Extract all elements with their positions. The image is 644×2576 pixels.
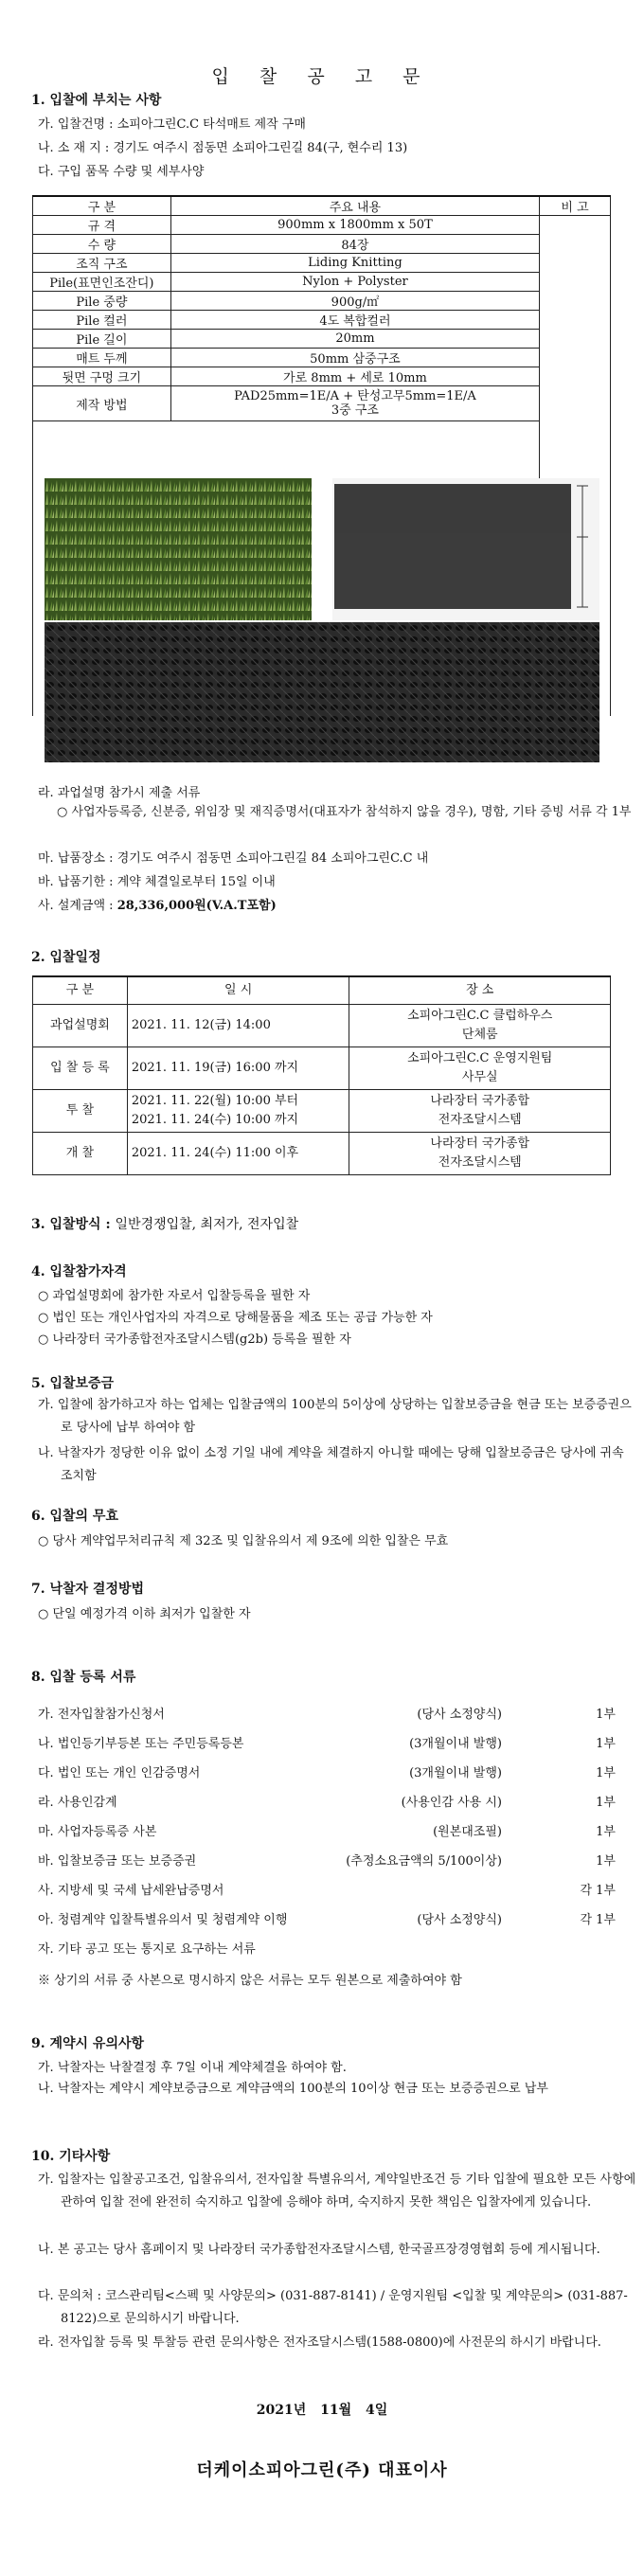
- doc-count: 1부: [596, 1737, 616, 1751]
- section-5-heading: 5. 입찰보증금: [31, 1376, 115, 1391]
- spec-label: 매트 두께: [33, 349, 171, 367]
- list-item: 나. 본 공고는 당사 홈페이지 및 나라장터 국가종합전자조달시스템, 한국골프장경영협회 등에 게시됩니다.: [38, 2243, 600, 2257]
- table-row: [33, 254, 611, 273]
- spec-label: 뒷면 구멍 크기: [33, 367, 171, 386]
- mat-side-image: [332, 478, 599, 620]
- list-item: 나. 낙찰자가 정당한 이유 없이 소정 기일 내에 계약을 체결하지 아니할 때에는 당해 입찰보증금은 당사에 귀속 조치함: [38, 1446, 624, 1483]
- doc-name: 다. 법인 또는 개인 인감증명서: [38, 1766, 201, 1780]
- list-item: [38, 1700, 616, 1729]
- bidding-method: 일반경쟁입찰, 최저가, 전자입찰: [115, 1217, 299, 1232]
- s1-item-ma: 마. 납품장소 : 경기도 여주시 점동면 소피아그린길 84 소피아그린C.C 내: [38, 851, 429, 866]
- spec-value: PAD25mm=1E/A + 탄성고무5mm=1E/A 3중 구조: [170, 386, 539, 421]
- spec-value: Liding Knitting: [170, 254, 539, 273]
- s1-item-ra: 라. 과업설명 참가시 제출 서류: [38, 786, 201, 800]
- section-3-heading: 3. 입찰방식 :: [31, 1217, 116, 1232]
- s1-item-ba: 바. 납품기한 : 계약 체결일로부터 15일 이내: [38, 875, 276, 889]
- spec-header-remark: 비 고: [540, 196, 611, 216]
- grass-photo-left: [45, 478, 312, 620]
- page-title: 입 찰 공 고 문: [211, 66, 433, 87]
- schedule-header: [33, 976, 611, 1005]
- list-item: [38, 1788, 616, 1817]
- table-row: [33, 216, 611, 235]
- table-row: [33, 386, 611, 421]
- table-row: [33, 292, 611, 311]
- section-7-heading: 7. 낙찰자 결정방법: [31, 1582, 145, 1597]
- section-10-heading: 10. 기타사항: [31, 2149, 111, 2164]
- s1-item-ga: 가. 입찰건명 : 소피아그린C.C 타석매트 제작 구매: [38, 117, 306, 132]
- table-row: [33, 1005, 611, 1047]
- spec-value: 900mm x 1800mm x 50T: [170, 216, 539, 235]
- schedule-header-category: 구 분: [33, 976, 128, 1005]
- section-4-heading: 4. 입찰참가자격: [31, 1264, 127, 1279]
- doc-name: 가. 전자입찰참가신청서: [38, 1708, 165, 1722]
- list-item: 가. 낙찰자는 낙찰결정 후 7일 이내 계약체결을 하여야 함.: [38, 2061, 347, 2075]
- table-row: [33, 235, 611, 254]
- doc-condition: (사용인감 사용 시): [401, 1796, 502, 1810]
- spec-label: 조직 구조: [33, 254, 171, 273]
- schedule-datetime: 2021. 11. 24(수) 11:00 이후: [127, 1133, 349, 1175]
- list-item: [38, 1876, 616, 1905]
- doc-count: 1부: [596, 1766, 616, 1780]
- table-row: [33, 1047, 611, 1090]
- s1-item-sa: [38, 895, 277, 913]
- schedule-header-datetime: 일 시: [127, 976, 349, 1005]
- schedule-datetime: 2021. 11. 12(금) 14:00: [127, 1005, 349, 1047]
- schedule-place: 소피아그린C.C 운영지원팀 사무실: [349, 1047, 611, 1090]
- spec-label: Pile 중량: [33, 292, 171, 311]
- doc-condition: (3개월이내 발행): [409, 1766, 502, 1780]
- schedule-category: 입 찰 등 록: [33, 1047, 128, 1090]
- section-9-heading: 9. 계약시 유의사항: [31, 2036, 145, 2051]
- spec-label: Pile 길이: [33, 330, 171, 349]
- mat-bottom-photo: [45, 622, 599, 762]
- schedule-datetime: 2021. 11. 19(금) 16:00 까지: [127, 1047, 349, 1090]
- list-item: 나. 낙찰자는 계약시 계약보증금으로 계약금액의 100분의 10이상 현금 또는 보증증권으로 납부: [38, 2082, 548, 2096]
- list-item: [38, 1847, 616, 1876]
- documents-note: ※ 상기의 서류 중 사본으로 명시하지 않은 서류는 모두 원본으로 제출하여야 함: [38, 1974, 462, 1988]
- mat-side-photo: [332, 478, 599, 620]
- list-item: 다. 문의처 : 코스관리팀<스펙 및 사양문의> (031-887-8141) / 운영지원팀 <입찰 및 계약문의> (031-887-8122)으로 문의하시기 바랍니다.: [38, 2289, 628, 2326]
- list-item: [38, 1759, 616, 1788]
- schedule-place: 소피아그린C.C 클럽하우스 단체룸: [349, 1005, 611, 1047]
- doc-name: 라. 사용인감계: [38, 1796, 117, 1810]
- list-item: [38, 1905, 616, 1935]
- spec-value: 50mm 삼중구조: [170, 349, 539, 367]
- table-row: [33, 349, 611, 367]
- spec-header-category: 구 분: [33, 196, 171, 216]
- table-row: [33, 367, 611, 386]
- list-item: ○ 법인 또는 개인사업자의 자격으로 당해물품을 제조 또는 공급 가능한 자: [38, 1311, 433, 1325]
- doc-condition: (당사 소정양식): [417, 1913, 502, 1927]
- list-item: 가. 입찰자는 입찰공고조건, 입찰유의서, 전자입찰 특별유의서, 계약일반조건 등 기타 입찰에 필요한 모든 사항에 관하여 입찰 전에 완전히 숙지하고 입찰에 응해야 하며, 숙지하지 못한 책임은 입찰자에게 있습니다.: [38, 2173, 636, 2209]
- spec-value: 20mm: [170, 330, 539, 349]
- table-row: [33, 311, 611, 330]
- design-amount-value: 28,336,000원(V.A.T포함): [116, 899, 277, 913]
- section-3: [31, 1214, 298, 1233]
- spec-label: Pile(표면인조잔디): [33, 273, 171, 292]
- list-item: ○ 당사 계약업무처리규칙 제 32조 및 입찰유의서 제 9조에 의한 입찰은 무효: [38, 1534, 449, 1548]
- spec-value: 가로 8mm + 세로 10mm: [170, 367, 539, 386]
- design-amount-label: 사. 설계금액 :: [38, 899, 117, 913]
- list-item: ○ 나라장터 국가종합전자조달시스템(g2b) 등록을 필한 자: [38, 1333, 351, 1347]
- table-row: [33, 1090, 611, 1133]
- doc-count: 각 1부: [580, 1884, 616, 1898]
- s1-ra-documents: ○ 사업자등록증, 신분증, 위임장 및 재직증명서(대표자가 참석하지 않을 경우), 명함, 기타 증빙 서류 각 1부: [57, 805, 632, 819]
- list-item: ○ 과업설명회에 참가한 자로서 입찰등록을 필한 자: [38, 1289, 311, 1303]
- spec-value: Nylon + Polyster: [170, 273, 539, 292]
- schedule-category: 개 찰: [33, 1133, 128, 1175]
- schedule-table: [32, 975, 611, 1175]
- spec-table-header: [33, 196, 611, 216]
- doc-count: 1부: [596, 1708, 616, 1722]
- table-row: [33, 330, 611, 349]
- spec-value: 4도 복합컬러: [170, 311, 539, 330]
- doc-condition: (원본대조필): [433, 1825, 502, 1839]
- list-item: [38, 1935, 616, 1964]
- spec-header-content: 주요 내용: [170, 196, 539, 216]
- doc-count: 각 1부: [580, 1913, 616, 1927]
- table-row: [33, 273, 611, 292]
- doc-count: 1부: [596, 1796, 616, 1810]
- mat-bottom-image: [45, 622, 599, 762]
- doc-condition: (3개월이내 발행): [409, 1737, 502, 1751]
- grass-image: [45, 478, 312, 620]
- schedule-place: 나라장터 국가종합 전자조달시스템: [349, 1090, 611, 1133]
- s1-item-da: 다. 구입 품목 수량 및 세부사양: [38, 165, 205, 179]
- doc-name: 나. 법인등기부등본 또는 주민등록등본: [38, 1737, 244, 1751]
- doc-condition: (추정소요금액의 5/100이상): [346, 1854, 502, 1869]
- product-photos: [33, 478, 610, 767]
- schedule-header-place: 장 소: [349, 976, 611, 1005]
- doc-name: 바. 입찰보증금 또는 보증증권: [38, 1854, 197, 1869]
- doc-condition: (당사 소정양식): [417, 1708, 502, 1722]
- notice-date: 2021년 11월 4일: [256, 2403, 388, 2418]
- doc-count: 1부: [596, 1854, 616, 1869]
- list-item: 라. 전자입찰 등록 및 투찰등 관련 문의사항은 전자조달시스템(1588-0800)에 사전문의 하시기 바랍니다.: [38, 2335, 601, 2350]
- list-item: 가. 입찰에 참가하고자 하는 업체는 입찰금액의 100분의 5이상에 상당하는 입찰보증금을 현금 또는 보증증권으로 당사에 납부 하여야 함: [38, 1398, 632, 1435]
- list-item: [38, 1729, 616, 1759]
- schedule-place: 나라장터 국가종합 전자조달시스템: [349, 1133, 611, 1175]
- doc-name: 마. 사업자등록증 사본: [38, 1825, 157, 1839]
- signer-name: 더케이소피아그린(주) 대표이사: [196, 2460, 448, 2480]
- table-row: [33, 1133, 611, 1175]
- doc-name: 사. 지방세 및 국세 납세완납증명서: [38, 1884, 224, 1898]
- section-8-heading: 8. 입찰 등록 서류: [31, 1670, 136, 1685]
- spec-value: 900g/㎡: [170, 292, 539, 311]
- spec-value: 84장: [170, 235, 539, 254]
- spec-label: 수 량: [33, 235, 171, 254]
- doc-name: 자. 기타 공고 또는 통지로 요구하는 서류: [38, 1942, 256, 1957]
- spec-label: Pile 컬러: [33, 311, 171, 330]
- spec-label: 규 격: [33, 216, 171, 235]
- required-documents-list: [38, 1700, 616, 1964]
- s1-item-na: 나. 소 재 지 : 경기도 여주시 점동면 소피아그린길 84(구, 현수리 13): [38, 141, 408, 155]
- doc-count: 1부: [596, 1825, 616, 1839]
- list-item: ○ 단일 예정가격 이하 최저가 입찰한 자: [38, 1607, 251, 1621]
- doc-name: 아. 청렴계약 입찰특별유의서 및 청렴계약 이행: [38, 1913, 288, 1927]
- section-2-heading: 2. 입찰일정: [31, 950, 101, 965]
- schedule-datetime: 2021. 11. 22(월) 10:00 부터 2021. 11. 24(수) 10:00 까지: [127, 1090, 349, 1133]
- section-1-heading: 1. 입찰에 부치는 사항: [31, 93, 162, 108]
- list-item: [38, 1817, 616, 1847]
- schedule-category: 과업설명회: [33, 1005, 128, 1047]
- spec-label: 제작 방법: [33, 386, 171, 421]
- section-6-heading: 6. 입찰의 무효: [31, 1509, 118, 1524]
- schedule-category: 투 찰: [33, 1090, 128, 1133]
